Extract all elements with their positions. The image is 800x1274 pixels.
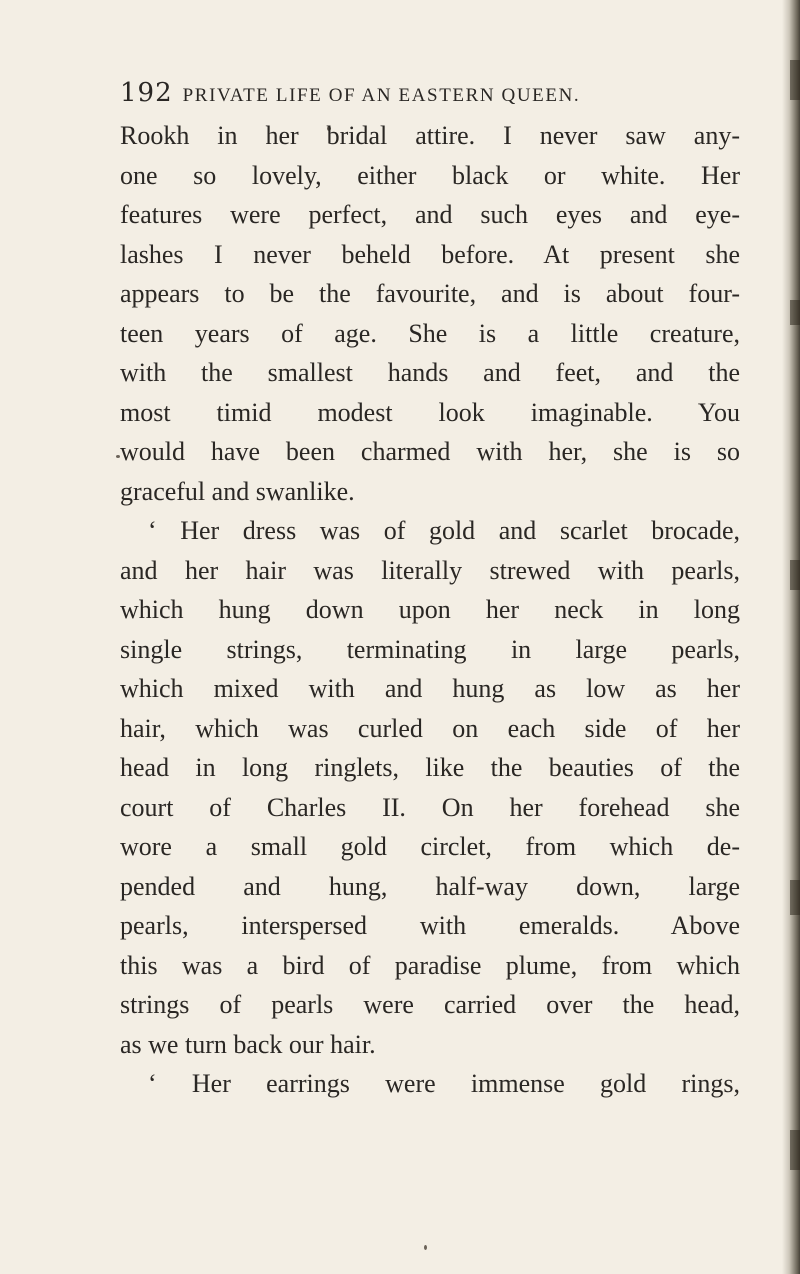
text-line: pended and hung, half-way down, large (120, 871, 740, 901)
text-line: pearls, interspersed with emeralds. Above (120, 911, 740, 940)
page-edge-mark (790, 1130, 800, 1170)
text-line: lashes I never beheld before. At present she (120, 239, 740, 269)
text-line: wore a small gold circlet, from which de- (120, 832, 740, 861)
text-line: court of Charles II. On her forehead she (120, 792, 740, 822)
text-line: hair, which was curled on each side of her (120, 713, 740, 743)
text-line: which mixed with and hung as low as her (120, 674, 740, 703)
page-edge-shadow (782, 0, 800, 1274)
body-text (120, 116, 740, 1104)
text-line: most timid modest look imaginable. You (120, 397, 740, 427)
text-line: Rookh in her bridal attire. I never saw any- (120, 121, 740, 150)
text-line: as we turn back our hair. (120, 1029, 376, 1059)
text-line: which hung down upon her neck in long (120, 595, 740, 624)
page-edge-mark (790, 560, 800, 590)
text-line: one so lovely, either black or white. Her (120, 160, 740, 190)
text-line: with the smallest hands and feet, and the (120, 358, 740, 387)
text-line: ‘ Her dress was of gold and scarlet brocade, (148, 516, 740, 545)
text-line: appears to be the favourite, and is about four- (120, 279, 740, 308)
running-head (120, 78, 740, 108)
text-line: graceful and swanlike. (120, 476, 355, 506)
text-line: features were perfect, and such eyes and eye- (120, 200, 740, 229)
page-edge-mark (790, 60, 800, 100)
text-line: and her hair was literally strewed with pearls, (120, 555, 740, 585)
text-line: single strings, terminating in large pearls, (120, 634, 740, 664)
text-line: ‘ Her earrings were immense gold rings, (148, 1069, 740, 1098)
page-number: 192 (120, 78, 173, 108)
text-line: this was a bird of paradise plume, from which (120, 950, 740, 980)
text-line: head in long ringlets, like the beauties of the (120, 753, 740, 782)
page-edge-mark (790, 300, 800, 325)
text-line: strings of pearls were carried over the head, (120, 990, 740, 1019)
text-line: teen years of age. She is a little creature, (120, 318, 740, 348)
page-edge-mark (790, 880, 800, 915)
text-line: would have been charmed with her, she is so (120, 437, 740, 466)
ink-speck (424, 1245, 427, 1250)
running-title: PRIVATE LIFE OF AN EASTERN QUEEN. (182, 85, 581, 106)
